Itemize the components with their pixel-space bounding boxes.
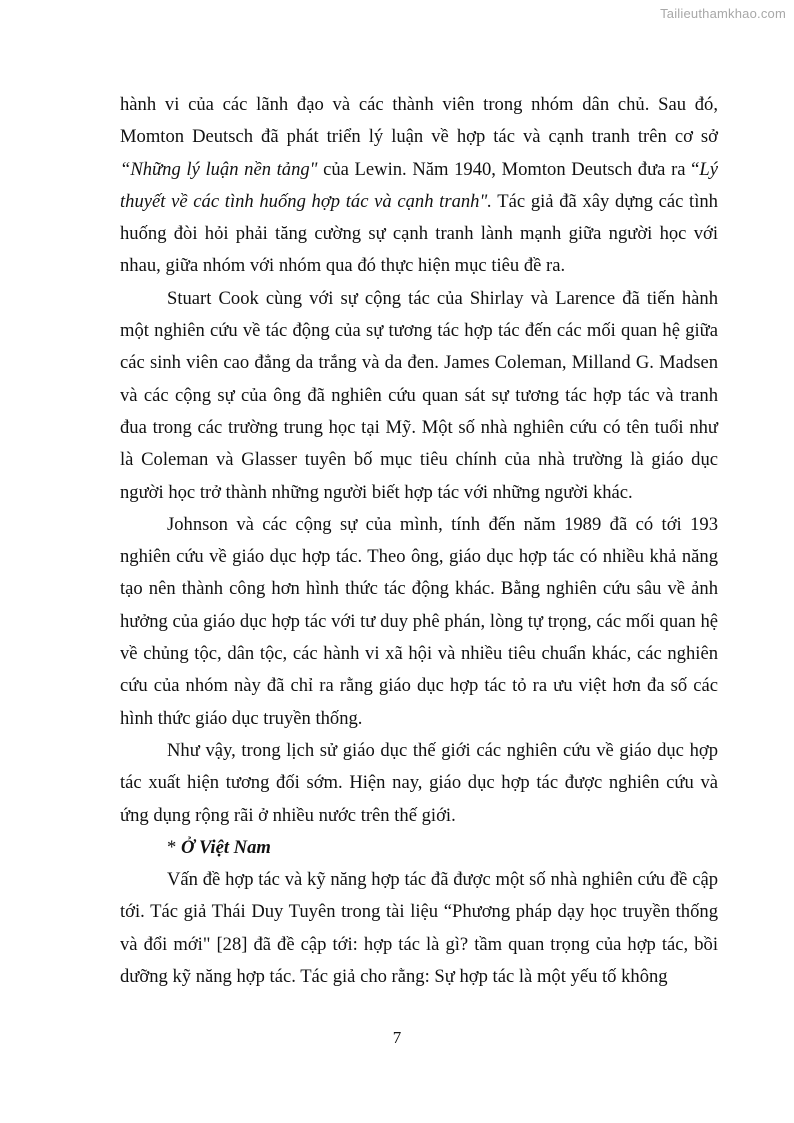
watermark: Tailieuthamkhao.com: [660, 6, 786, 21]
paragraph-4: Như vậy, trong lịch sử giáo dục thế giới các nghiên cứu về giáo dục hợp tác xuất hiện tương đối sớm. Hiện nay, giáo dục hợp tác được nghiên cứu và ứng dụng rộng rãi ở nhiều nước trên thế giới.: [120, 739, 718, 826]
paragraph-1-text-b: của Lewin. Năm 1940, Momton Deutsch đưa ra “: [317, 158, 700, 180]
paragraph-3: Johnson và các cộng sự của mình, tính đến năm 1989 đã có tới 193 nghiên cứu về giáo dục hợp tác. Theo ông, giáo dục hợp tác có nhiều khả năng tạo nên thành công hơn hình thức tác động khác. Bằng nghiên cứu sâu về ảnh hưởng của giáo dục hợp tác với tư duy phê phán, lòng tự trọng, các mối quan hệ về chủng tộc, dân tộc, các hành vi xã hội và nhiều tiêu chuẩn khác, các nghiên cứu của nhóm này đã chỉ ra rằng giáo dục hợp tác tỏ ra ưu việt hơn đa số các hình thức giáo dục truyền thống.: [120, 513, 718, 729]
paragraph-1-italic-a: “Những lý luận nền tảng": [120, 158, 318, 180]
section-heading: [120, 832, 718, 864]
document-body: [120, 89, 718, 993]
paragraph-2: Stuart Cook cùng với sự cộng tác của Shirlay và Larence đã tiến hành một nghiên cứu về tác động của sự tương tác hợp tác đến các mối quan hệ giữa các sinh viên cao đẳng da trắng và da đen. James Coleman, Milland G. Madsen và các cộng sự của ông đã nghiên cứu quan sát sự tương tác hợp tác và tranh đua trong các trường trung học tại Mỹ. Một số nhà nghiên cứu có tên tuổi như là Coleman và Glasser tuyên bố mục tiêu chính của nhà trường là giáo dục người học trở thành những người biết hợp tác với những người khác.: [120, 287, 718, 503]
paragraph-5: Vấn đề hợp tác và kỹ năng hợp tác đã được một số nhà nghiên cứu đề cập tới. Tác giả Thái Duy Tuyên trong tài liệu “Phương pháp dạy học truyền thống và đổi mới" [28] đã đề cập tới: hợp tác là gì? tầm quan trọng của hợp tác, bồi dưỡng kỹ năng hợp tác. Tác giả cho rằng: Sự hợp tác là một yếu tố không: [120, 869, 718, 988]
paragraph-1-italic-b: Lý thuyết về các tình huống hợp tác và cạnh tranh".: [120, 158, 718, 212]
section-heading-bullet: *: [167, 836, 177, 858]
section-heading-text: Ở Việt Nam: [180, 836, 271, 858]
page-number: 7: [392, 1028, 402, 1047]
paragraph-1-text-a: hành vi của các lãnh đạo và các thành viên trong nhóm dân chủ. Sau đó, Momton Deutsch đã phát triển lý luận về hợp tác và cạnh tranh trên cơ sở: [120, 94, 718, 148]
paragraph-1: [120, 89, 718, 283]
paragraph-1-text-c: Tác giả đã xây dựng các tình huống đòi hỏi phải tăng cường sự cạnh tranh lành mạnh giữa người học với nhau, giữa nhóm với nhóm qua đó thực hiện mục tiêu đề ra.: [120, 190, 718, 277]
